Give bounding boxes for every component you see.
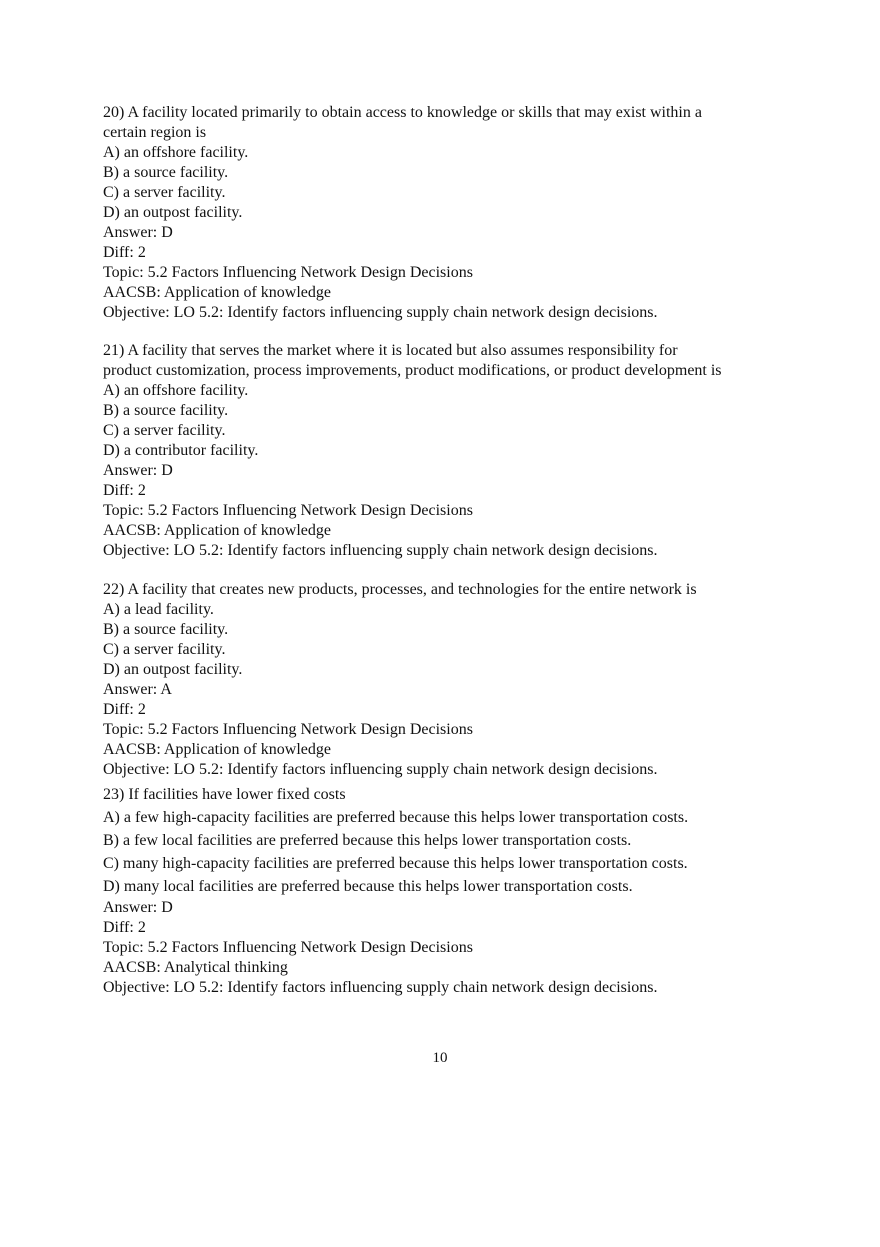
aacsb-line: AACSB: Application of knowledge xyxy=(103,741,331,758)
question-stem-line: 20) A facility located primarily to obtain access to knowledge or skills that may exist within a xyxy=(103,104,702,121)
page-number: 10 xyxy=(432,1050,448,1066)
option-c: C) a server facility. xyxy=(103,641,226,658)
question-22 xyxy=(103,580,783,780)
option-d: D) an outpost facility. xyxy=(103,661,243,678)
option-b: B) a source facility. xyxy=(103,164,229,181)
option-b: B) a few local facilities are preferred because this helps lower transportation costs. xyxy=(103,832,632,849)
answer-line: Answer: D xyxy=(103,224,173,241)
option-c: C) a server facility. xyxy=(103,422,226,439)
question-stem-line: 21) A facility that serves the market where it is located but also assumes responsibility for xyxy=(103,342,678,359)
question-stem-line: 22) A facility that creates new products, processes, and technologies for the entire network is xyxy=(103,581,697,598)
option-c: C) a server facility. xyxy=(103,184,226,201)
option-d: D) many local facilities are preferred because this helps lower transportation costs. xyxy=(103,878,633,895)
aacsb-line: AACSB: Application of knowledge xyxy=(103,522,331,539)
objective-line: Objective: LO 5.2: Identify factors influencing supply chain network design decisions. xyxy=(103,542,658,559)
option-a: A) a lead facility. xyxy=(103,601,214,618)
topic-line: Topic: 5.2 Factors Influencing Network Design Decisions xyxy=(103,264,473,281)
answer-line: Answer: D xyxy=(103,899,173,916)
objective-line: Objective: LO 5.2: Identify factors influencing supply chain network design decisions. xyxy=(103,304,658,321)
topic-line: Topic: 5.2 Factors Influencing Network Design Decisions xyxy=(103,502,473,519)
topic-line: Topic: 5.2 Factors Influencing Network Design Decisions xyxy=(103,939,473,956)
aacsb-line: AACSB: Analytical thinking xyxy=(103,959,288,976)
option-d: D) a contributor facility. xyxy=(103,442,259,459)
objective-line: Objective: LO 5.2: Identify factors influencing supply chain network design decisions. xyxy=(103,761,658,778)
objective-line: Objective: LO 5.2: Identify factors influencing supply chain network design decisions. xyxy=(103,979,658,996)
option-b: B) a source facility. xyxy=(103,621,229,638)
topic-line: Topic: 5.2 Factors Influencing Network Design Decisions xyxy=(103,721,473,738)
question-20 xyxy=(103,103,783,323)
answer-line: Answer: A xyxy=(103,681,172,698)
difficulty-line: Diff: 2 xyxy=(103,701,146,718)
option-a: A) an offshore facility. xyxy=(103,382,249,399)
difficulty-line: Diff: 2 xyxy=(103,482,146,499)
option-c: C) many high-capacity facilities are preferred because this helps lower transportation costs. xyxy=(103,855,688,872)
question-23 xyxy=(103,783,783,998)
answer-line: Answer: D xyxy=(103,462,173,479)
question-stem-line: product customization, process improvements, product modifications, or product development is xyxy=(103,362,722,379)
difficulty-line: Diff: 2 xyxy=(103,919,146,936)
difficulty-line: Diff: 2 xyxy=(103,244,146,261)
option-a: A) an offshore facility. xyxy=(103,144,249,161)
question-stem-line: certain region is xyxy=(103,124,207,141)
option-b: B) a source facility. xyxy=(103,402,229,419)
option-d: D) an outpost facility. xyxy=(103,204,243,221)
question-21 xyxy=(103,341,783,561)
aacsb-line: AACSB: Application of knowledge xyxy=(103,284,331,301)
question-stem-line: 23) If facilities have lower fixed costs xyxy=(103,786,346,803)
option-a: A) a few high-capacity facilities are preferred because this helps lower transportation costs. xyxy=(103,809,689,826)
